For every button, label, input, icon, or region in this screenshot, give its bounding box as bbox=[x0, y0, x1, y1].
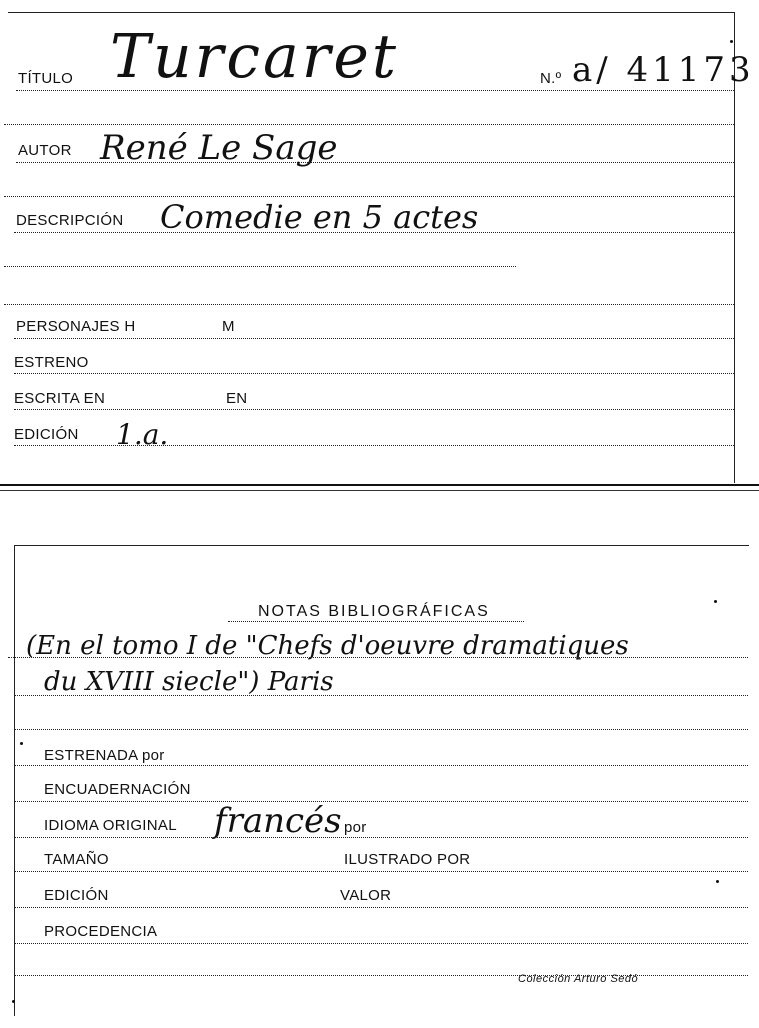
autor-value: René Le Sage bbox=[100, 128, 338, 168]
autor-line bbox=[16, 162, 734, 163]
ink-speck bbox=[12, 1000, 15, 1003]
notas-title-line bbox=[228, 621, 524, 622]
m-label: M bbox=[222, 318, 235, 335]
notas-line-2: du XVIII siecle") Paris bbox=[44, 667, 334, 697]
valor-label: VALOR bbox=[340, 887, 392, 904]
personajes-label: PERSONAJES H bbox=[16, 318, 136, 335]
card-separator-thin bbox=[0, 490, 759, 491]
tamano-line bbox=[14, 871, 748, 872]
notas-line-2-rule bbox=[14, 695, 748, 696]
ilustrado-label: ILUSTRADO POR bbox=[344, 851, 471, 868]
edicion-label: EDICIÓN bbox=[14, 426, 79, 443]
estreno-label: ESTRENO bbox=[14, 354, 89, 371]
ink-speck bbox=[20, 742, 23, 745]
titulo-label: TÍTULO bbox=[18, 70, 74, 87]
autor-label: AUTOR bbox=[18, 142, 72, 159]
estrenada-label: ESTRENADA por bbox=[44, 747, 165, 764]
estreno-line bbox=[14, 373, 734, 374]
encuadernacion-label: ENCUADERNACIÓN bbox=[44, 781, 191, 798]
ink-speck bbox=[716, 880, 719, 883]
edicion-line-bottom bbox=[14, 907, 748, 908]
numero-label: N.º bbox=[540, 70, 562, 87]
edicion-value: 1.a. bbox=[116, 418, 169, 451]
blank-line-1 bbox=[4, 124, 734, 125]
tamano-label: TAMAÑO bbox=[44, 851, 109, 868]
descripcion-value: Comedie en 5 actes bbox=[160, 198, 479, 236]
en-label: EN bbox=[226, 390, 248, 407]
descripcion-line bbox=[14, 232, 734, 233]
edicion-line bbox=[14, 445, 734, 446]
idioma-label: IDIOMA ORIGINAL bbox=[44, 817, 177, 834]
ink-speck bbox=[730, 40, 733, 43]
encuadernacion-line bbox=[14, 801, 748, 802]
notas-line-1: (En el tomo I de "Chefs d'oeuvre dramatiques bbox=[26, 631, 629, 661]
blank-line-4 bbox=[4, 304, 734, 305]
notas-label: NOTAS BIBLIOGRÁFICAS bbox=[258, 603, 490, 620]
card-separator bbox=[0, 484, 759, 486]
escrita-label: ESCRITA EN bbox=[14, 390, 106, 407]
catalog-card-bottom bbox=[0, 505, 759, 1020]
titulo-value: Turcaret bbox=[110, 22, 400, 92]
idioma-value: francés bbox=[214, 801, 342, 841]
procedencia-line bbox=[14, 943, 748, 944]
numero-value: a/ 41173 bbox=[572, 50, 755, 90]
blank-line-2 bbox=[4, 196, 734, 197]
catalog-card-top bbox=[0, 0, 759, 480]
edicion-label-bottom: EDICIÓN bbox=[44, 887, 109, 904]
estrenada-line bbox=[14, 765, 748, 766]
escrita-line bbox=[14, 409, 734, 410]
descripcion-label: DESCRIPCIÓN bbox=[16, 212, 124, 229]
idioma-line bbox=[14, 837, 748, 838]
titulo-line bbox=[16, 90, 734, 91]
por-label: por bbox=[344, 819, 367, 836]
personajes-line bbox=[14, 338, 734, 339]
blank-rule-1 bbox=[14, 729, 748, 730]
ink-speck bbox=[714, 600, 717, 603]
blank-line-3 bbox=[4, 266, 516, 267]
notas-line-1-rule bbox=[8, 657, 748, 658]
footer-collection: Colección Arturo Sedó bbox=[518, 973, 639, 985]
procedencia-label: PROCEDENCIA bbox=[44, 923, 158, 940]
